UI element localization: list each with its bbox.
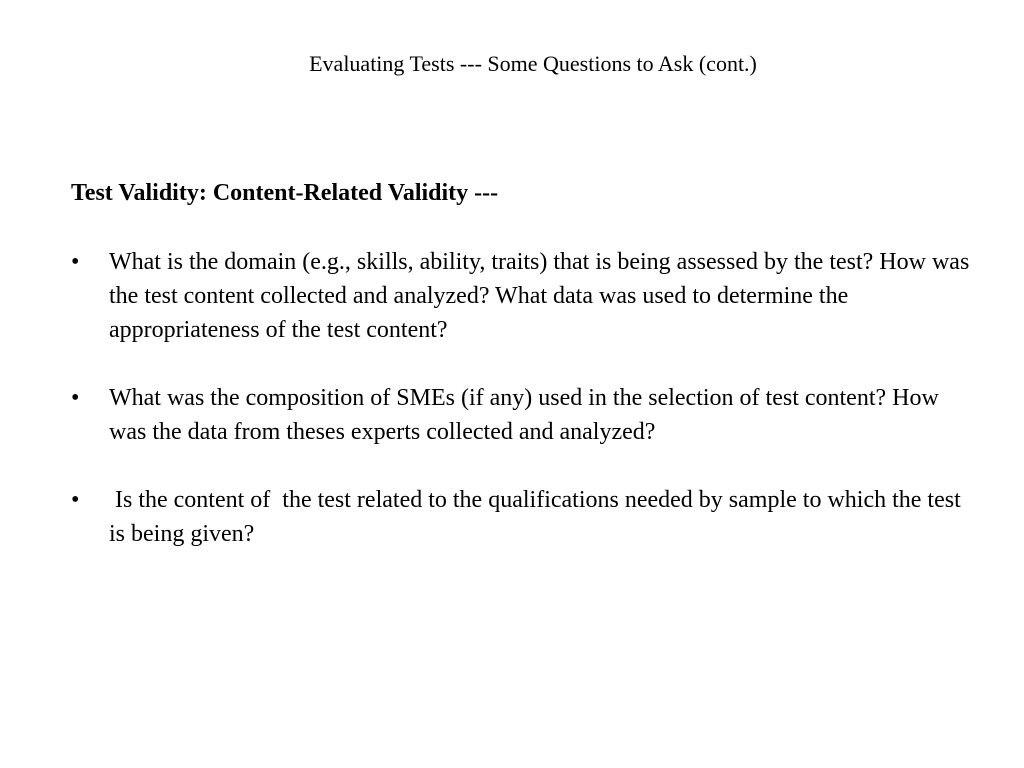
section-heading: Test Validity: Content-Related Validity --- [71,180,499,206]
slide-title: Evaluating Tests --- Some Questions to Ask (cont.) [309,51,757,76]
bullet-text: What was the composition of SMEs (if any) used in the selection of test content? How was the data from theses experts collected and analyzed? [109,385,939,445]
bullet-icon: • [71,487,80,513]
bullet-text: Is the content of the test related to the qualifications needed by sample to which the test is being given? [109,487,967,547]
bullet-list [71,245,981,585]
bullet-item-smes [71,381,981,449]
bullet-icon: • [71,249,80,275]
bullet-text: What is the domain (e.g., skills, ability, traits) that is being assessed by the test? How was the test content collected and analyzed? What data was used to determine the appropriateness of the test content? [109,249,970,343]
bullet-icon: • [71,385,80,411]
bullet-item-qualifications [71,483,981,551]
bullet-item-domain [71,245,981,347]
